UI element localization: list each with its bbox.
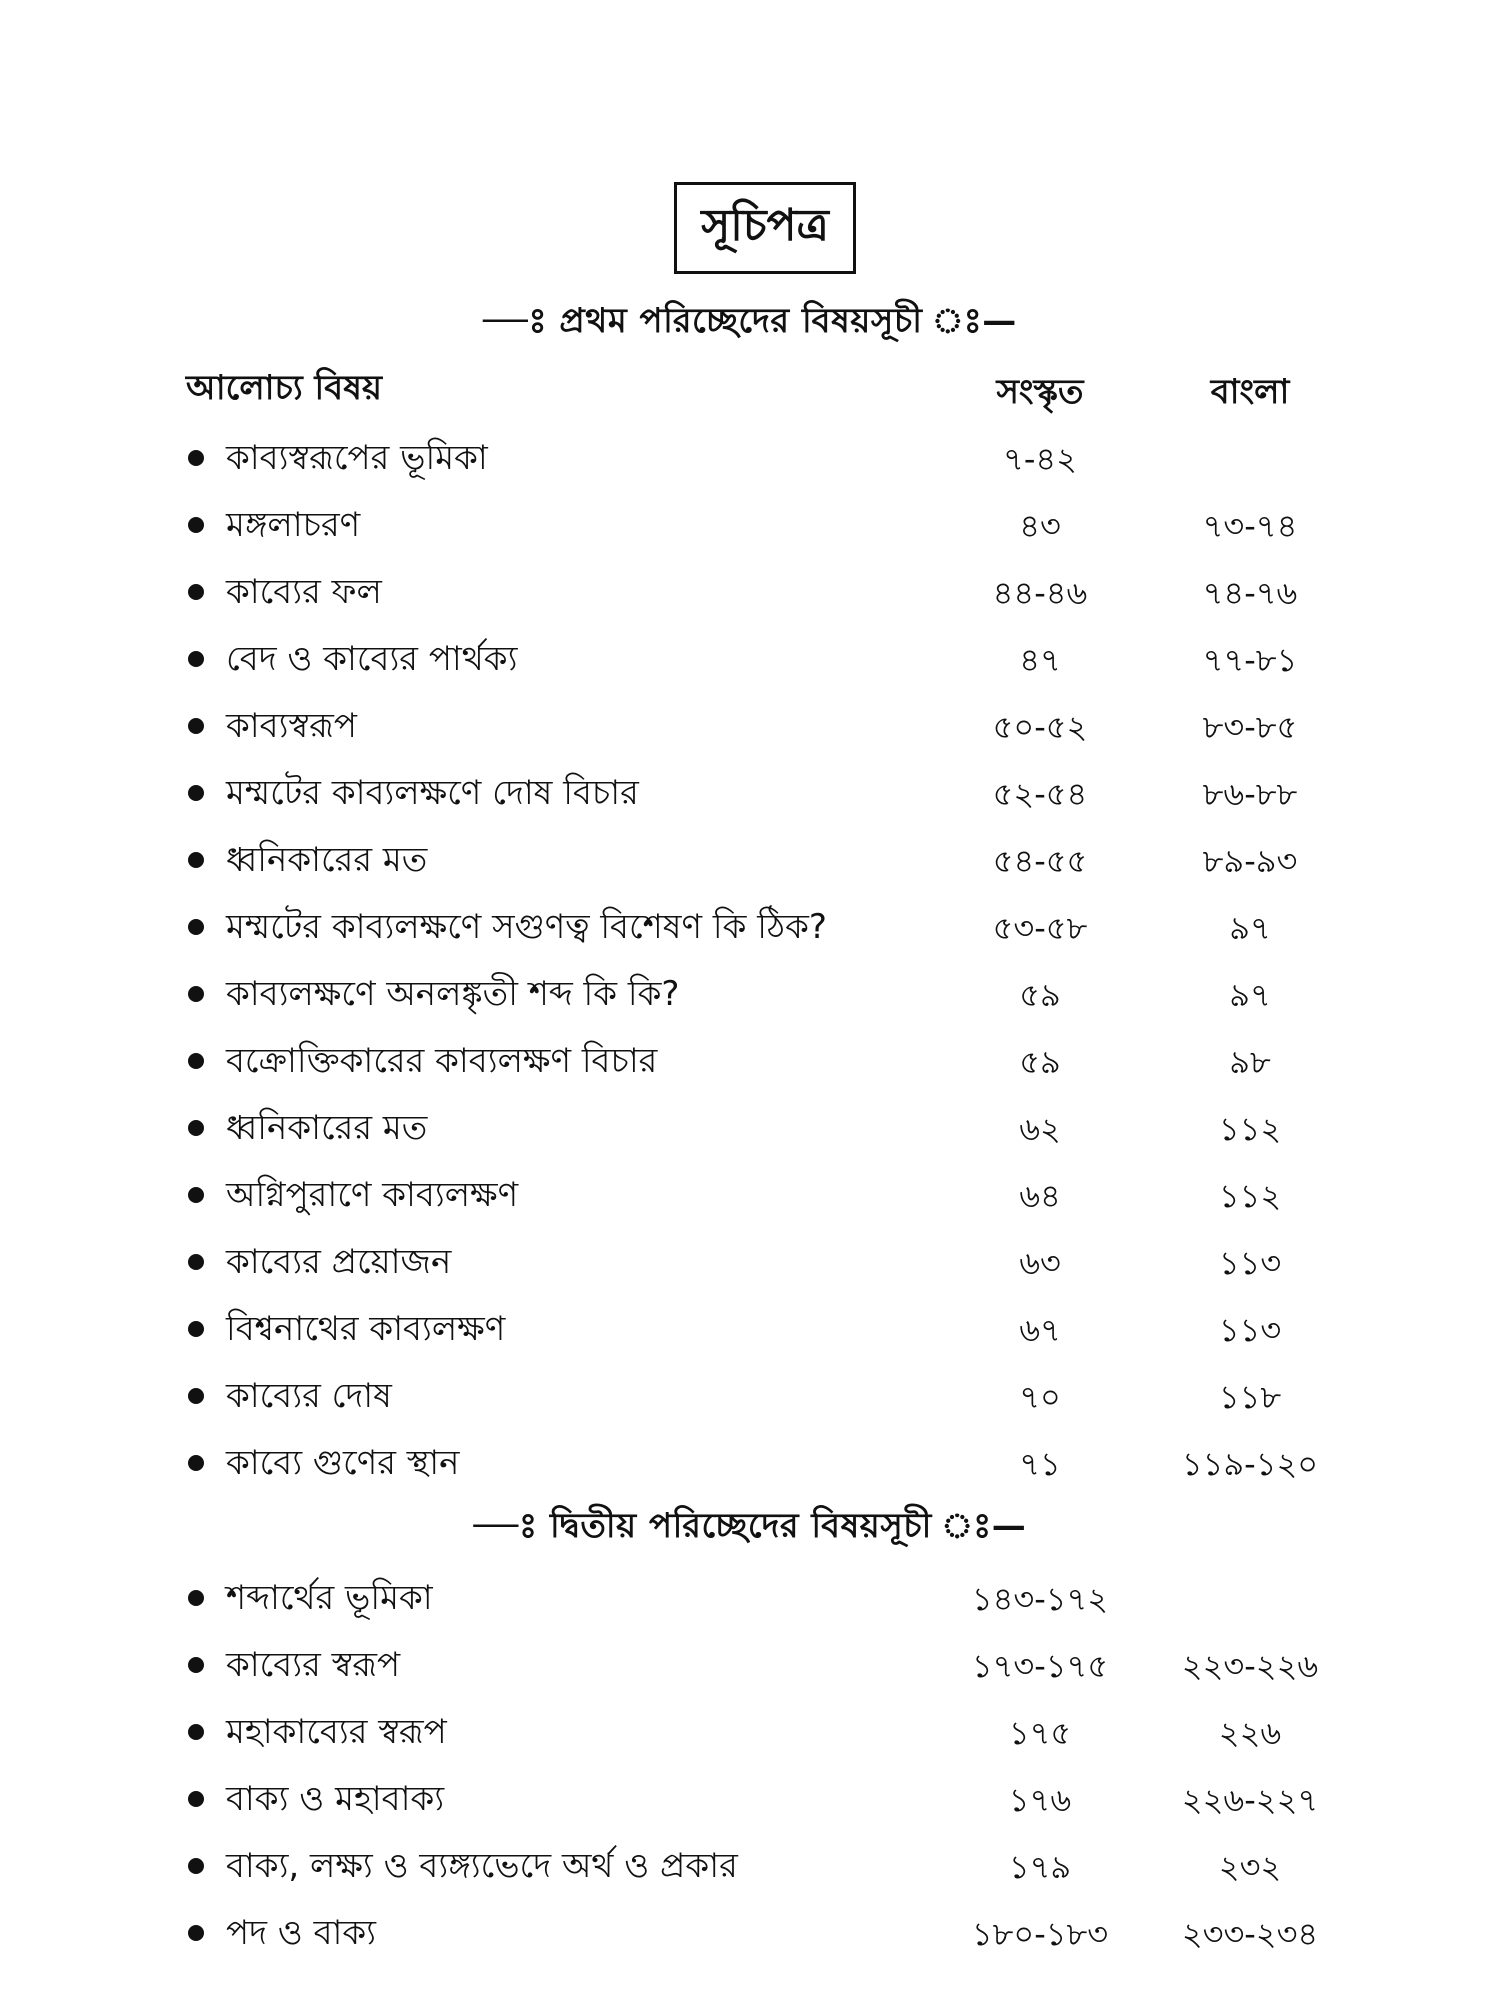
topic-text: বিশ্বনাথের কাব্যলক্ষণ bbox=[226, 1309, 506, 1349]
topic-text: কাব্যস্বরূপ bbox=[226, 706, 357, 746]
bangla-page-number: ২২৬ bbox=[1218, 1714, 1282, 1752]
topic-text: কাব্যের ফল bbox=[226, 572, 382, 612]
sanskrit-page-number: ৫৯ bbox=[1019, 976, 1061, 1014]
bullet-icon bbox=[188, 1657, 204, 1673]
bullet-icon bbox=[188, 1254, 204, 1270]
topic-text: মহাকাব্যের স্বরূপ bbox=[226, 1712, 447, 1752]
list-item bbox=[0, 1366, 1500, 1432]
list-item bbox=[0, 964, 1500, 1030]
bangla-page-number: ২২৩-২২৬ bbox=[1181, 1647, 1319, 1685]
bangla-page-number: ৮৯-৯৩ bbox=[1202, 842, 1298, 880]
sanskrit-page-number: ৭০ bbox=[1019, 1378, 1061, 1416]
sanskrit-page-number: ৫৯ bbox=[1019, 1043, 1061, 1081]
list-item bbox=[0, 562, 1500, 628]
topic-text: কাব্যের দোষ bbox=[226, 1376, 392, 1416]
topic-text: মম্মটের কাব্যলক্ষণে দোষ বিচার bbox=[226, 773, 639, 813]
bangla-page-number: ১১২ bbox=[1218, 1110, 1282, 1148]
sanskrit-page-number: ১৭৯ bbox=[1008, 1848, 1072, 1886]
bangla-page-number: ২৩৩-২৩৪ bbox=[1181, 1915, 1319, 1953]
list-item bbox=[0, 1769, 1500, 1835]
bangla-page-number: ৯৭ bbox=[1229, 976, 1271, 1014]
bullet-icon bbox=[188, 785, 204, 801]
sanskrit-page-number: ৪৭ bbox=[1019, 641, 1061, 679]
topic-text: কাব্যের স্বরূপ bbox=[226, 1645, 401, 1685]
sanskrit-page-number: ৪৪-৪৬ bbox=[992, 574, 1088, 612]
sanskrit-page-number: ৭১ bbox=[1019, 1445, 1061, 1483]
list-item bbox=[0, 428, 1500, 494]
section1-heading: —ঃ প্রথম পরিচ্ছেদের বিষয়সূচী ঃ— bbox=[483, 301, 1017, 341]
list-item bbox=[0, 1635, 1500, 1701]
topic-text: মম্মটের কাব্যলক্ষণে সগুণত্ব বিশেষণ কি ঠিক? bbox=[226, 907, 827, 947]
list-item bbox=[0, 629, 1500, 695]
bangla-page-number: ৯৮ bbox=[1229, 1043, 1271, 1081]
bullet-icon bbox=[188, 1053, 204, 1069]
list-item bbox=[0, 495, 1500, 561]
bangla-page-number: ১১২ bbox=[1218, 1177, 1282, 1215]
bangla-page-number: ১১৩ bbox=[1218, 1244, 1282, 1282]
bangla-page-number: ৭৭-৮১ bbox=[1202, 641, 1298, 679]
list-item bbox=[0, 1568, 1500, 1634]
bangla-page-number: ১১৯-১২০ bbox=[1181, 1445, 1319, 1483]
bangla-page-number: ২৩২ bbox=[1218, 1848, 1282, 1886]
list-item bbox=[0, 1836, 1500, 1902]
sanskrit-page-number: ৭-৪২ bbox=[1003, 440, 1077, 478]
bullet-icon bbox=[188, 1321, 204, 1337]
sanskrit-page-number: ১৭৫ bbox=[1008, 1714, 1072, 1752]
bangla-page-number: ৮৬-৮৮ bbox=[1202, 775, 1298, 813]
bullet-icon bbox=[188, 651, 204, 667]
topic-text: বাক্য, লক্ষ্য ও ব্যঙ্গ্যভেদে অর্থ ও প্রকার bbox=[226, 1846, 738, 1886]
topic-text: পদ ও বাক্য bbox=[226, 1913, 377, 1953]
bullet-icon bbox=[188, 986, 204, 1002]
bullet-icon bbox=[188, 1187, 204, 1203]
topic-text: কাব্যলক্ষণে অনলঙ্কৃতী শব্দ কি কি? bbox=[226, 974, 680, 1014]
topic-text: বাক্য ও মহাবাক্য bbox=[226, 1779, 445, 1819]
list-item bbox=[0, 1232, 1500, 1298]
bullet-icon bbox=[188, 1455, 204, 1471]
bangla-page-number: ২২৬-২২৭ bbox=[1181, 1781, 1319, 1819]
section2-heading: —ঃ দ্বিতীয় পরিচ্ছেদের বিষয়সূচী ঃ— bbox=[473, 1506, 1027, 1546]
sanskrit-page-number: ৬৩ bbox=[1019, 1244, 1061, 1282]
sanskrit-page-number: ৬২ bbox=[1019, 1110, 1061, 1148]
bangla-page-number: ১১৮ bbox=[1218, 1378, 1282, 1416]
sanskrit-page-number: ৬৪ bbox=[1019, 1177, 1061, 1215]
column-header-sanskrit: সংস্কৃত bbox=[996, 372, 1084, 412]
bullet-icon bbox=[188, 852, 204, 868]
topic-text: ধ্বনিকারের মত bbox=[226, 840, 428, 880]
bullet-icon bbox=[188, 1925, 204, 1941]
sanskrit-page-number: ১৮০-১৮৩ bbox=[971, 1915, 1109, 1953]
bangla-page-number: ৯৭ bbox=[1229, 909, 1271, 947]
list-item bbox=[0, 763, 1500, 829]
topic-text: শব্দার্থের ভূমিকা bbox=[226, 1578, 433, 1618]
topic-text: ধ্বনিকারের মত bbox=[226, 1108, 428, 1148]
bullet-icon bbox=[188, 517, 204, 533]
sanskrit-page-number: ১৭৬ bbox=[1008, 1781, 1072, 1819]
topic-text: বক্রোক্তিকারের কাব্যলক্ষণ বিচার bbox=[226, 1041, 658, 1081]
list-item bbox=[0, 1903, 1500, 1969]
bullet-icon bbox=[188, 1791, 204, 1807]
list-item bbox=[0, 897, 1500, 963]
sanskrit-page-number: ৫৩-৫৮ bbox=[992, 909, 1088, 947]
bangla-page-number: ৭৪-৭৬ bbox=[1202, 574, 1298, 612]
list-item bbox=[0, 1165, 1500, 1231]
sanskrit-page-number: ১৪৩-১৭২ bbox=[971, 1580, 1109, 1618]
topic-text: অগ্নিপুরাণে কাব্যলক্ষণ bbox=[226, 1175, 519, 1215]
bullet-icon bbox=[188, 584, 204, 600]
sanskrit-page-number: ৫২-৫৪ bbox=[992, 775, 1088, 813]
list-item bbox=[0, 1433, 1500, 1499]
bullet-icon bbox=[188, 1590, 204, 1606]
column-header-bangla: বাংলা bbox=[1210, 372, 1290, 412]
topic-text: কাব্যে গুণের স্থান bbox=[226, 1443, 460, 1483]
bullet-icon bbox=[188, 1388, 204, 1404]
topic-text: মঙ্গলাচরণ bbox=[226, 505, 361, 545]
list-item bbox=[0, 1031, 1500, 1097]
sanskrit-page-number: ৫৪-৫৫ bbox=[992, 842, 1088, 880]
sanskrit-page-number: ৬৭ bbox=[1019, 1311, 1061, 1349]
topic-text: বেদ ও কাব্যের পার্থক্য bbox=[226, 639, 518, 679]
topic-text: কাব্যস্বরূপের ভূমিকা bbox=[226, 438, 488, 478]
bullet-icon bbox=[188, 718, 204, 734]
bangla-page-number: ৮৩-৮৫ bbox=[1202, 708, 1298, 746]
sanskrit-page-number: ৫০-৫২ bbox=[992, 708, 1088, 746]
bullet-icon bbox=[188, 450, 204, 466]
column-header-topic: আলোচ্য বিষয় bbox=[186, 368, 382, 408]
bullet-icon bbox=[188, 1858, 204, 1874]
page-title: সূচিপত্র bbox=[674, 182, 856, 274]
list-item bbox=[0, 1299, 1500, 1365]
sanskrit-page-number: ১৭৩-১৭৫ bbox=[971, 1647, 1109, 1685]
bullet-icon bbox=[188, 1120, 204, 1136]
list-item bbox=[0, 1098, 1500, 1164]
sanskrit-page-number: ৪৩ bbox=[1019, 507, 1061, 545]
list-item bbox=[0, 830, 1500, 896]
topic-text: কাব্যের প্রয়োজন bbox=[226, 1242, 452, 1282]
bangla-page-number: ১১৩ bbox=[1218, 1311, 1282, 1349]
list-item bbox=[0, 696, 1500, 762]
bullet-icon bbox=[188, 1724, 204, 1740]
list-item bbox=[0, 1702, 1500, 1768]
bangla-page-number: ৭৩-৭৪ bbox=[1202, 507, 1298, 545]
bullet-icon bbox=[188, 919, 204, 935]
